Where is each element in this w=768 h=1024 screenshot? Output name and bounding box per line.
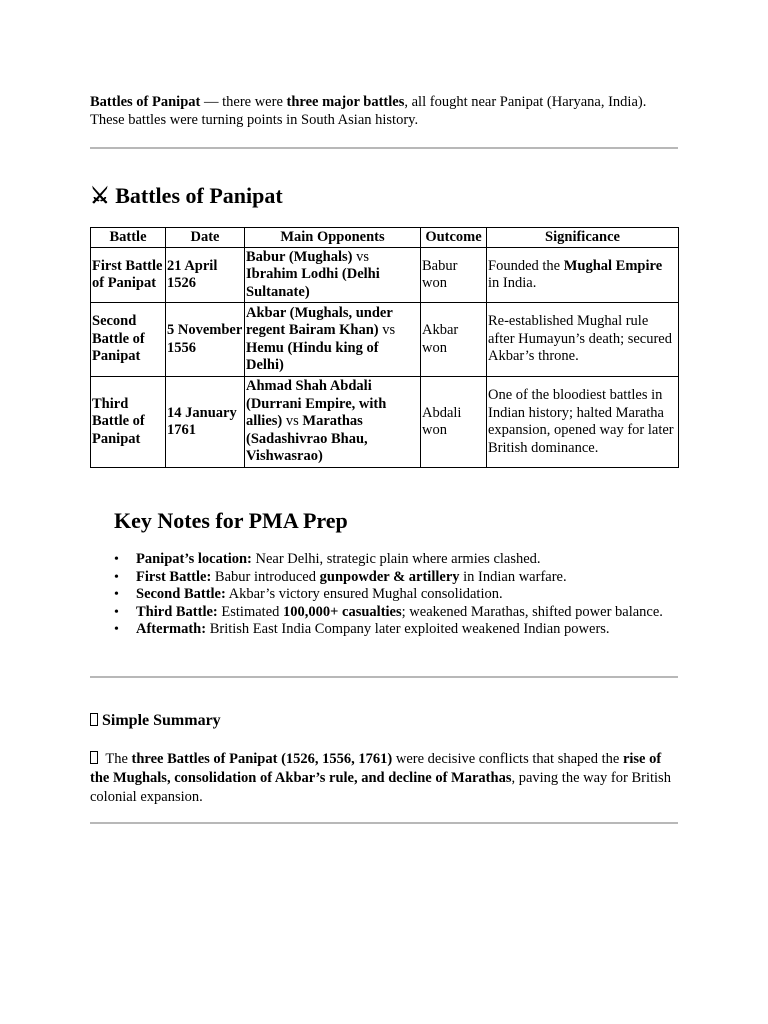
- column-header: Outcome: [421, 228, 487, 248]
- table-row: [91, 248, 679, 303]
- bullet-icon: •: [114, 587, 119, 602]
- divider-2: [90, 676, 678, 678]
- key-notes-list: [90, 551, 696, 639]
- significance-cell: Re-established Mughal rule after Humayun’s death; secured Akbar’s throne.: [487, 303, 679, 377]
- opponents-cell: Akbar (Mughals, under regent Bairam Khan) vs Hemu (Hindu king of Delhi): [245, 303, 421, 377]
- date-cell: 5 November 1556: [166, 303, 245, 377]
- divider-3: [90, 822, 678, 824]
- battle-cell: Second Battle of Panipat: [91, 303, 166, 377]
- opponents-cell: Ahmad Shah Abdali (Durrani Empire, with allies) vs Marathas (Sadashivrao Bhau, Vishwasrao): [245, 377, 421, 468]
- list-item: • Panipat’s location: Near Delhi, strategic plain where armies clashed.: [114, 551, 541, 567]
- bullet-icon: •: [114, 604, 119, 620]
- opponents-cell: Babur (Mughals) vs Ibrahim Lodhi (Delhi Sultanate): [245, 248, 421, 303]
- table-row: [91, 377, 679, 468]
- list-item: • First Battle: Babur introduced gunpowder & artillery in Indian warfare.: [114, 568, 567, 585]
- intro-title: Battles of Panipat: [90, 94, 201, 110]
- date-cell: 14 January 1761: [166, 377, 245, 468]
- table-row: [91, 303, 679, 377]
- list-item: • Aftermath: British East India Company later exploited weakened Indian powers.: [114, 621, 610, 637]
- battle-cell: First Battle of Panipat: [91, 248, 166, 303]
- intro-text-2: , all fought near Panipat (Haryana, India). These battles were turning points in South Asian history.: [90, 94, 647, 128]
- column-header: Significance: [487, 228, 679, 248]
- intro-emphasis: three major battles: [286, 94, 405, 110]
- significance-cell: One of the bloodiest battles in Indian history; halted Maratha expansion, opened way for later British dominance.: [487, 377, 679, 468]
- column-header: Date: [166, 228, 245, 248]
- list-item: • Third Battle: Estimated 100,000+ casualties; weakened Marathas, shifted power balance.: [114, 603, 663, 620]
- section-heading-battles: [90, 182, 283, 210]
- missing-glyph-icon: [90, 751, 98, 764]
- battle-cell: Third Battle of Panipat: [91, 377, 166, 468]
- bullet-icon: •: [114, 569, 119, 585]
- missing-glyph-icon: [90, 713, 98, 726]
- column-header: Main Opponents: [245, 228, 421, 248]
- outcome-cell: Babur won: [421, 248, 487, 303]
- table-header-row: [91, 228, 679, 248]
- significance-cell: Founded the Mughal Empire in India.: [487, 248, 679, 303]
- divider-1: [90, 147, 678, 149]
- intro-paragraph: [90, 94, 680, 129]
- section-heading-key-notes: Key Notes for PMA Prep: [114, 508, 348, 533]
- date-cell: 21 April 1526: [166, 248, 245, 303]
- summary-paragraph: The three Battles of Panipat (1526, 1556, 1761) were decisive conflicts that shaped the rise of the Mughals, consolidation of Akbar’s rule, and decline of Marathas, paving the way for British colonial expansion.: [90, 751, 671, 805]
- battles-table: [90, 227, 679, 468]
- column-header: Battle: [91, 228, 166, 248]
- section-heading-summary-text: Simple Summary: [102, 712, 221, 729]
- crossed-swords-icon: ⚔: [90, 183, 110, 208]
- outcome-cell: Abdali won: [421, 377, 487, 468]
- list-item: • Second Battle: Akbar’s victory ensured Mughal consolidation.: [114, 586, 503, 602]
- bullet-icon: •: [114, 622, 119, 637]
- section-heading-summary: [90, 711, 221, 731]
- bullet-icon: •: [114, 552, 119, 567]
- section-heading-battles-text: Battles of Panipat: [115, 183, 283, 208]
- outcome-cell: Akbar won: [421, 303, 487, 377]
- intro-text-1: — there were: [200, 94, 287, 110]
